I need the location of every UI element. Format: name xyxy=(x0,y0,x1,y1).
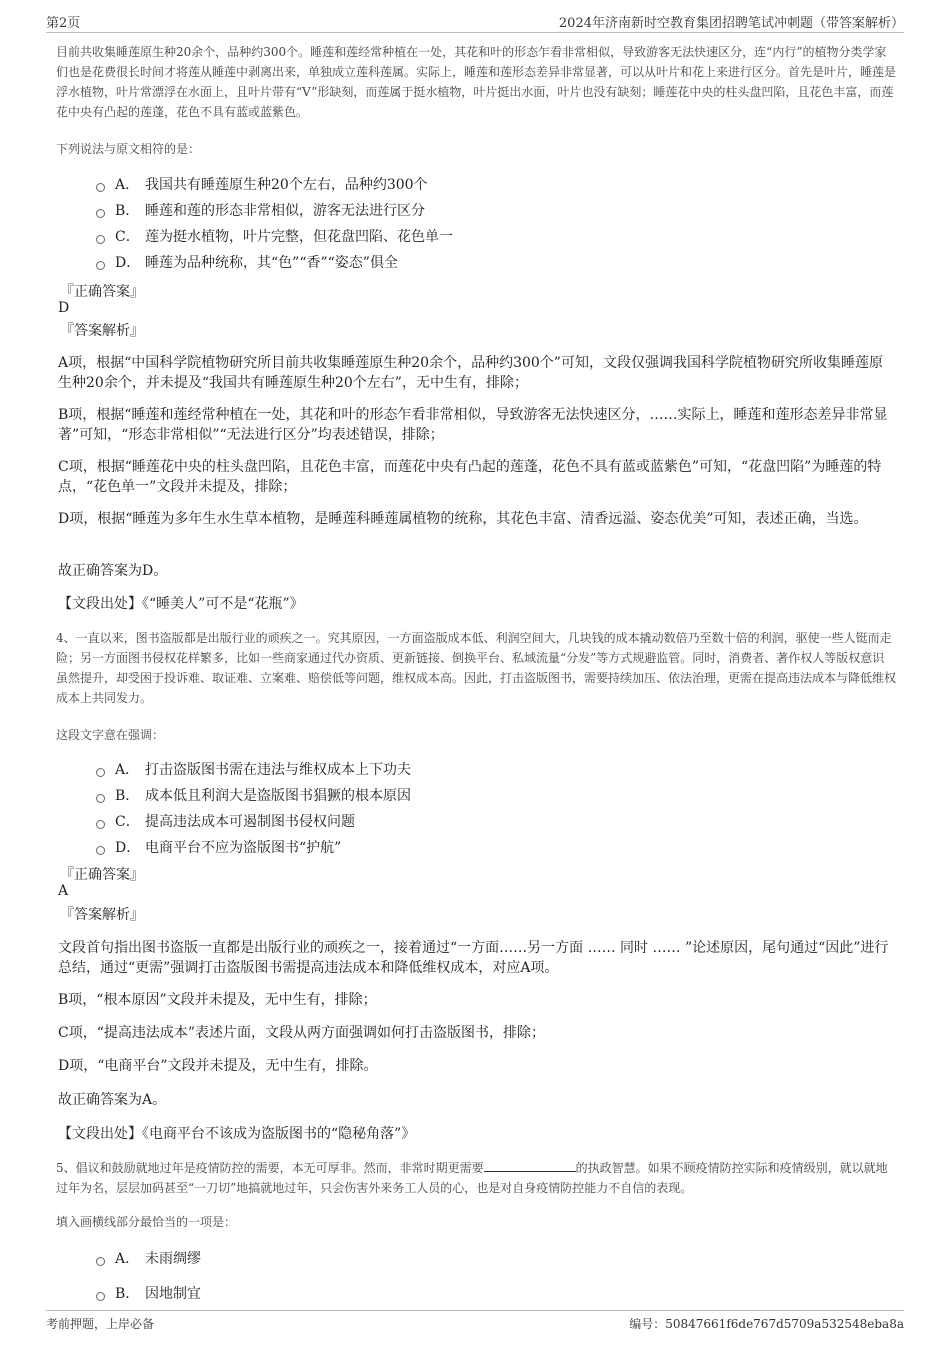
option-letter: B． xyxy=(115,1286,140,1302)
q3-option-a[interactable] xyxy=(96,172,428,196)
option-letter: B． xyxy=(115,788,140,804)
q4-option-c[interactable] xyxy=(96,809,355,833)
option-letter: A． xyxy=(115,177,140,193)
q3-analysis-a: A项，根据“中国科学院植物研究所目前共收集睡莲原生种20余个，品种约300个”可知，文段仅强调我国科学院植物研究所收集睡莲原生种20余个，并未提及“我国共有睡莲原生种20个左右”，无中生有，排除； xyxy=(58,355,883,391)
q3-answer-label: 『正确答案』 xyxy=(60,284,144,300)
option-text: 我国共有睡莲原生种20个左右，品种约300个 xyxy=(145,177,428,193)
q3-answer: D xyxy=(58,300,70,316)
q4-option-a[interactable] xyxy=(96,757,411,781)
q4-answer-label: 『正确答案』 xyxy=(60,867,144,883)
q5-prompt: 填入画横线部分最恰当的一项是： xyxy=(56,1215,237,1229)
option-text: 未雨绸缪 xyxy=(145,1251,201,1267)
q5-option-b[interactable] xyxy=(96,1281,201,1305)
q4-source: 【文段出处】《电商平台不该成为盗版图书的“隐秘角落”》 xyxy=(58,1126,416,1142)
q3-source: 【文段出处】《“睡美人”可不是“花瓶”》 xyxy=(58,596,304,612)
document-code: 编号：50847661f6de767d5709a532548eba8a xyxy=(629,1317,904,1331)
option-text: 睡莲为品种统称，其“色”“香”“姿态”俱全 xyxy=(145,255,398,271)
page-header xyxy=(46,10,904,33)
radio-icon[interactable] xyxy=(96,1292,105,1301)
option-text: 电商平台不应为盗版图书“护航” xyxy=(145,840,342,856)
q4-option-b[interactable] xyxy=(96,783,411,807)
option-letter: A． xyxy=(115,1251,140,1267)
radio-icon[interactable] xyxy=(96,183,105,192)
option-text: 成本低且利润大是盗版图书猖獗的根本原因 xyxy=(145,788,411,804)
q3-analysis-c: C项，根据“睡莲花中央的柱头盘凹陷，且花色丰富，而莲花中央有凸起的莲蓬，花色不具有蓝或蓝紫色”可知，“花盘凹陷”为睡莲的特点，“花色单一”文段并未提及，排除； xyxy=(58,459,882,495)
q4-analysis-label: 『答案解析』 xyxy=(60,907,144,923)
q4-analysis-b: B项，“根本原因”文段并未提及，无中生有，排除； xyxy=(58,992,377,1008)
option-letter: D． xyxy=(115,840,141,856)
q5-option-a[interactable] xyxy=(96,1246,201,1270)
option-letter: D． xyxy=(115,255,141,271)
q3-prompt: 下列说法与原文相符的是： xyxy=(56,142,201,156)
q4-analysis-d: D项，“电商平台”文段并未提及，无中生有，排除。 xyxy=(58,1058,378,1074)
radio-icon[interactable] xyxy=(96,261,105,270)
option-text: 提高违法成本可遏制图书侵权问题 xyxy=(145,814,355,830)
radio-icon[interactable] xyxy=(96,1257,105,1266)
option-letter: B． xyxy=(115,203,140,219)
option-letter: A． xyxy=(115,762,140,778)
q5-passage-before: 5、倡议和鼓励就地过年是疫情防控的需要，本无可厚非。然而，非常时期更需要 xyxy=(56,1161,484,1175)
q3-option-d[interactable] xyxy=(96,250,398,274)
q3-option-c[interactable] xyxy=(96,224,453,248)
footer-slogan: 考前押题，上岸必备 xyxy=(46,1317,155,1331)
q3-analysis-d: D项，根据“睡莲为多年生水生草本植物，是睡莲科睡莲属植物的统称，其花色丰富、清香远溢、姿态优美”可知，表述正确，当选。 xyxy=(58,511,868,527)
q4-passage: 4、一直以来，图书盗版都是出版行业的顽疾之一。究其原因，一方面盗版成本低、利润空间大，几块钱的成本撬动数倍乃至数十倍的利润，驱使一些人铤而走险；另一方面图书侵权花样繁多，比如一些商家通过代办资质、更新链接、倒换平台、私域流量“分发”等方式规避监管。同时，消费者、著作权人等版权意识虽然提升，却受困于投诉难、取证难、立案难、赔偿低等问题，维权成本高。因此，打击盗版图书，需要持续加压、依法治理，更需在提高违法成本与降低维权成本上共同发力。 xyxy=(56,631,897,705)
q4-prompt: 这段文字意在强调： xyxy=(56,728,165,742)
option-text: 莲为挺水植物，叶片完整，但花盘凹陷、花色单一 xyxy=(145,229,453,245)
fill-in-blank xyxy=(484,1159,576,1172)
q4-option-d[interactable] xyxy=(96,835,341,859)
option-letter: C． xyxy=(115,229,140,245)
q3-analysis-label: 『答案解析』 xyxy=(60,323,144,339)
q3-passage: 目前共收集睡莲原生种20余个，品种约300个。睡莲和莲经常种植在一处，其花和叶的形态乍看非常相似，导致游客无法快速区分，连“内行”的植物分类学家们也是花费很长时间才将莲从睡莲中剥离出来，单独成立莲科莲属。实际上，睡莲和莲形态差异非常显著，可以从叶片和花上来进行区分。首先是叶片，睡莲是浮水植物，叶片常漂浮在水面上，且叶片带有“V”形缺刻，而莲属于挺水植物，叶片挺出水面，叶片也没有缺刻；睡莲花中央的柱头盘凹陷，且花色丰富，而莲花中央有凸起的莲蓬，花色不具有蓝或蓝紫色。 xyxy=(56,45,897,119)
option-text: 因地制宜 xyxy=(145,1286,201,1302)
document-title: 2024年济南新时空教育集团招聘笔试冲刺题（带答案解析） xyxy=(558,16,904,31)
option-text: 打击盗版图书需在违法与维权成本上下功夫 xyxy=(145,762,411,778)
q4-answer: A xyxy=(58,883,69,899)
q4-analysis-c: C项，“提高违法成本”表述片面，文段从两方面强调如何打击盗版图书，排除； xyxy=(58,1025,546,1041)
radio-icon[interactable] xyxy=(96,820,105,829)
radio-icon[interactable] xyxy=(96,235,105,244)
q3-conclusion: 故正确答案为D。 xyxy=(58,563,168,579)
option-text: 睡莲和莲的形态非常相似，游客无法进行区分 xyxy=(145,203,425,219)
q3-analysis-b: B项，根据“睡莲和莲经常种植在一处，其花和叶的形态乍看非常相似，导致游客无法快速区分，……实际上，睡莲和莲形态差异非常显著”可知，“形态非常相似”“无法进行区分”均表述错误，排除； xyxy=(58,407,888,443)
q5-passage-after: 的执政智慧。如果不顾疫情防控实际和疫情级别，就以就地过年为名，层层加码甚至“一刀切”地搞就地过年，只会伤害外来务工人员的心，也是对自身疫情防控能力不自信的表现。 xyxy=(56,1161,888,1195)
page-number: 第2页 xyxy=(46,16,81,31)
q4-conclusion: 故正确答案为A。 xyxy=(58,1092,167,1108)
q3-option-b[interactable] xyxy=(96,198,425,222)
page-footer xyxy=(46,1310,904,1335)
radio-icon[interactable] xyxy=(96,846,105,855)
radio-icon[interactable] xyxy=(96,794,105,803)
q4-analysis-main: 文段首句指出图书盗版一直都是出版行业的顽疾之一，接着通过“一方面……另一方面 …… 同时 …… ”论述原因，尾句通过“因此”进行总结，通过“更需”强调打击盗版图书需提高违法成本和降低维权成本，对应A项。 xyxy=(58,940,889,976)
radio-icon[interactable] xyxy=(96,768,105,777)
option-letter: C． xyxy=(115,814,140,830)
radio-icon[interactable] xyxy=(96,209,105,218)
q5-passage xyxy=(56,1158,896,1198)
